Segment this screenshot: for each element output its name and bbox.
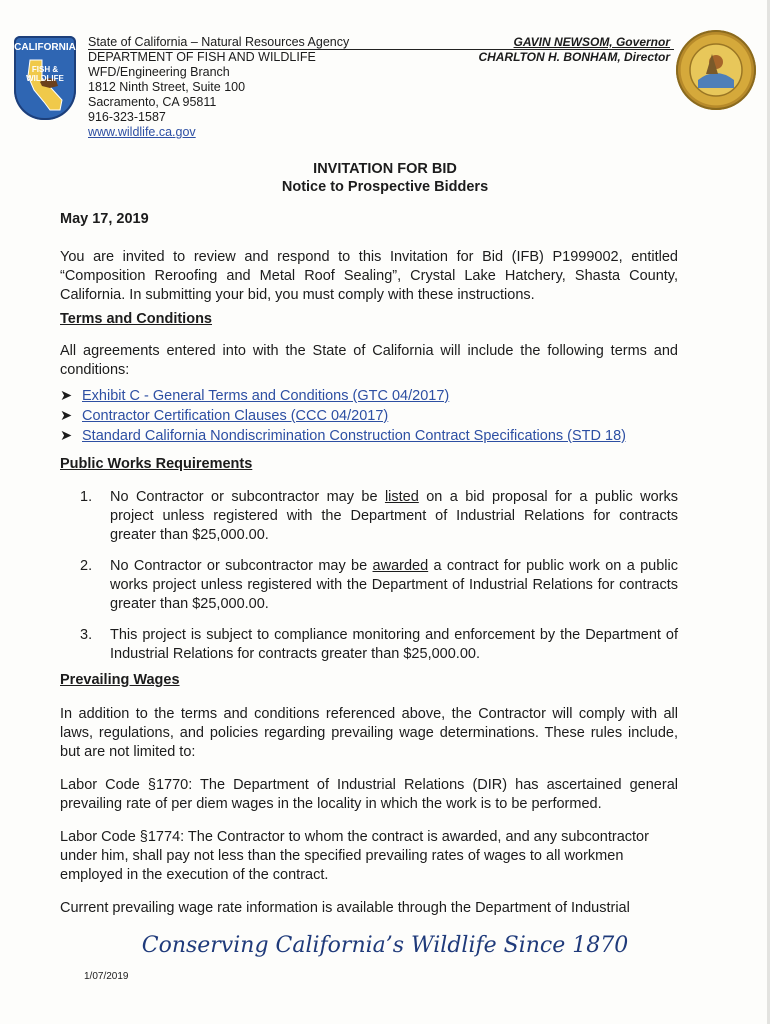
public-works-heading: Public Works Requirements	[60, 456, 253, 472]
prevailing-paragraph-4: Current prevailing wage rate information is available through the Department of Industrial	[60, 900, 630, 916]
cdfw-logo	[14, 36, 76, 120]
item-number: 2.	[80, 558, 93, 574]
website-link[interactable]: www.wildlife.ca.gov	[88, 125, 196, 139]
phone-number: 916-323-1587	[88, 110, 166, 124]
arrow-bullet-icon: ➤	[60, 408, 73, 424]
department-name: DEPARTMENT OF FISH AND WILDLIFE	[88, 50, 316, 64]
logo-text-wildlife: WILDLIFE	[26, 74, 64, 83]
logo-text-california: CALIFORNIA	[14, 42, 76, 53]
footer-date: 1/07/2019	[84, 971, 129, 982]
prevailing-wages-heading: Prevailing Wages	[60, 672, 180, 688]
item-text: No Contractor or subcontractor may be listed on a bid proposal for a public works project unless registered with the Department of Industrial Relations for contracts greater than $25,000.00.	[110, 489, 678, 543]
item-number: 3.	[80, 627, 93, 643]
arrow-bullet-icon: ➤	[60, 428, 73, 444]
branch-name: WFD/Engineering Branch	[88, 65, 230, 79]
document-title: INVITATION FOR BID	[313, 161, 457, 177]
labor-code-1770: Labor Code §1770: The Department of Industrial Relations (DIR) has ascertained general prevailing rate of per diem wages in the locality in which the work is to be performed.	[60, 777, 678, 812]
labor-code-1774: Labor Code §1774: The Contractor to whom the contract is awarded, and any subcontractor under him, shall pay not less than the specified prevailing rates of wages to all workmen employed in the execution of the contract.	[60, 829, 649, 883]
item-text: This project is subject to compliance monitoring and enforcement by the Department of Industrial Relations for contracts greater than $25,000.00.	[110, 627, 678, 662]
prevailing-paragraph-1: In addition to the terms and conditions referenced above, the Contractor will comply with all laws, regulations, and policies regarding prevailing wage determinations. These rules include, but are not limited to:	[60, 706, 678, 760]
document-date: May 17, 2019	[60, 211, 149, 227]
agency-name: State of California – Natural Resources Agency	[88, 35, 350, 49]
terms-text: All agreements entered into with the State of California will include the following terms and conditions:	[60, 343, 678, 378]
gtc-link[interactable]: Exhibit C - General Terms and Conditions (GTC 04/2017)	[82, 388, 450, 404]
intro-paragraph: You are invited to review and respond to this Invitation for Bid (IFB) P1999002, entitled “Composition Reroofing and Metal Roof Sealing”, Crystal Lake Hatchery, Shasta County, California. In submitting your bid, you must comply with these instructions.	[60, 249, 678, 303]
item-number: 1.	[80, 489, 93, 505]
california-state-seal-icon	[676, 30, 756, 110]
officials-block	[478, 35, 670, 65]
terms-heading: Terms and Conditions	[60, 311, 212, 327]
terms-link-item	[60, 387, 449, 406]
agency-address-block	[88, 35, 349, 140]
footer-motto: Conserving California’s Wildlife Since 1870	[141, 933, 629, 958]
logo-text-fish: FISH &	[31, 65, 59, 74]
street-address: 1812 Ninth Street, Suite 100	[88, 80, 246, 94]
std18-link[interactable]: Standard California Nondiscrimination Construction Contract Specifications (STD 18)	[82, 428, 626, 444]
terms-link-item	[60, 407, 388, 426]
ccc-link[interactable]: Contractor Certification Clauses (CCC 04/2017)	[82, 408, 389, 424]
city-address: Sacramento, CA 95811	[88, 95, 217, 109]
governor-name: GAVIN NEWSOM, Governor	[513, 35, 670, 49]
document-subtitle: Notice to Prospective Bidders	[281, 179, 489, 195]
arrow-bullet-icon: ➤	[60, 388, 73, 404]
item-text: No Contractor or subcontractor may be awarded a contract for public work on a public works project unless registered with the Department of Industrial Relations for contracts greater than $25,000.00.	[110, 558, 678, 612]
director-name: CHARLTON H. BONHAM, Director	[478, 50, 670, 64]
terms-link-item	[60, 427, 626, 446]
